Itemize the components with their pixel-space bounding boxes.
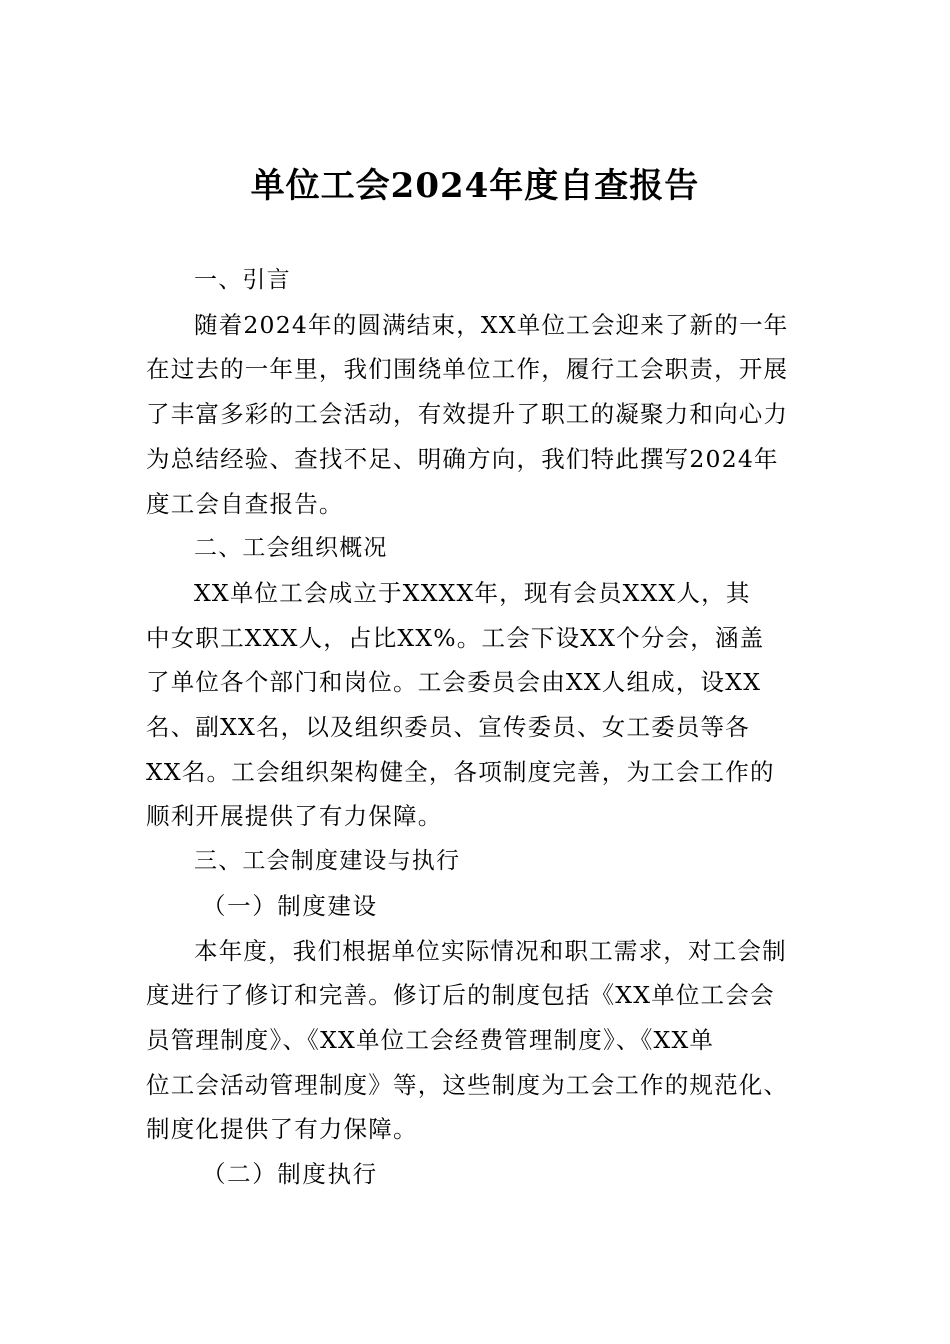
- text-line: 顺利开展提供了有力保障。: [146, 802, 443, 831]
- text-line: 了单位各个部门和岗位。工会委员会由XX人组成，设XX: [146, 668, 762, 697]
- text-line: 中女职工XXX人，占比XX%。工会下设XX个分会，涵盖: [146, 623, 765, 652]
- text-line: 本年度，我们根据单位实际情况和职工需求，对工会制: [194, 936, 787, 965]
- text-line: 了丰富多彩的工会活动，有效提升了职工的凝聚力和向心力: [146, 400, 789, 429]
- text-line: 度进行了修订和完善。修订后的制度包括《XX单位工会会: [146, 981, 775, 1010]
- text-line: 员管理制度》、《XX单位工会经费管理制度》、《XX单: [146, 1025, 715, 1054]
- text-line: 制度化提供了有力保障。: [146, 1115, 418, 1144]
- paragraph-intro: [146, 303, 808, 527]
- text-line: XX单位工会成立于XXXX年，现有会员XXX人，其: [194, 578, 751, 607]
- document-body: [146, 258, 808, 1197]
- paragraph-construction: [146, 929, 808, 1153]
- section-heading-overview: 二、工会组织概况: [194, 535, 388, 562]
- subsection-heading-execution: （二）制度执行: [202, 1160, 378, 1189]
- section-heading-intro: 一、引言: [194, 267, 291, 293]
- paragraph-overview: [146, 571, 808, 839]
- section-heading-system: 三、工会制度建设与执行: [194, 848, 461, 875]
- document-title: 单位工会2024年度自查报告: [250, 166, 700, 206]
- text-line: 为总结经验、查找不足、明确方向，我们特此撰写2024年: [146, 444, 779, 473]
- text-line: XX名。工会组织架构健全，各项制度完善，为工会工作的: [146, 757, 775, 786]
- text-line: 随着2024年的圆满结束，XX单位工会迎来了新的一年: [194, 310, 789, 339]
- text-line: 名、副XX名，以及组织委员、宣传委员、女工委员等各: [146, 713, 750, 742]
- text-line: 位工会活动管理制度》等，这些制度为工会工作的规范化、: [146, 1070, 789, 1099]
- subsection-heading-construction: （一）制度建设: [202, 891, 378, 920]
- text-line: 在过去的一年里，我们围绕单位工作，履行工会职责，开展: [146, 355, 789, 384]
- text-line: 度工会自查报告。: [146, 489, 344, 518]
